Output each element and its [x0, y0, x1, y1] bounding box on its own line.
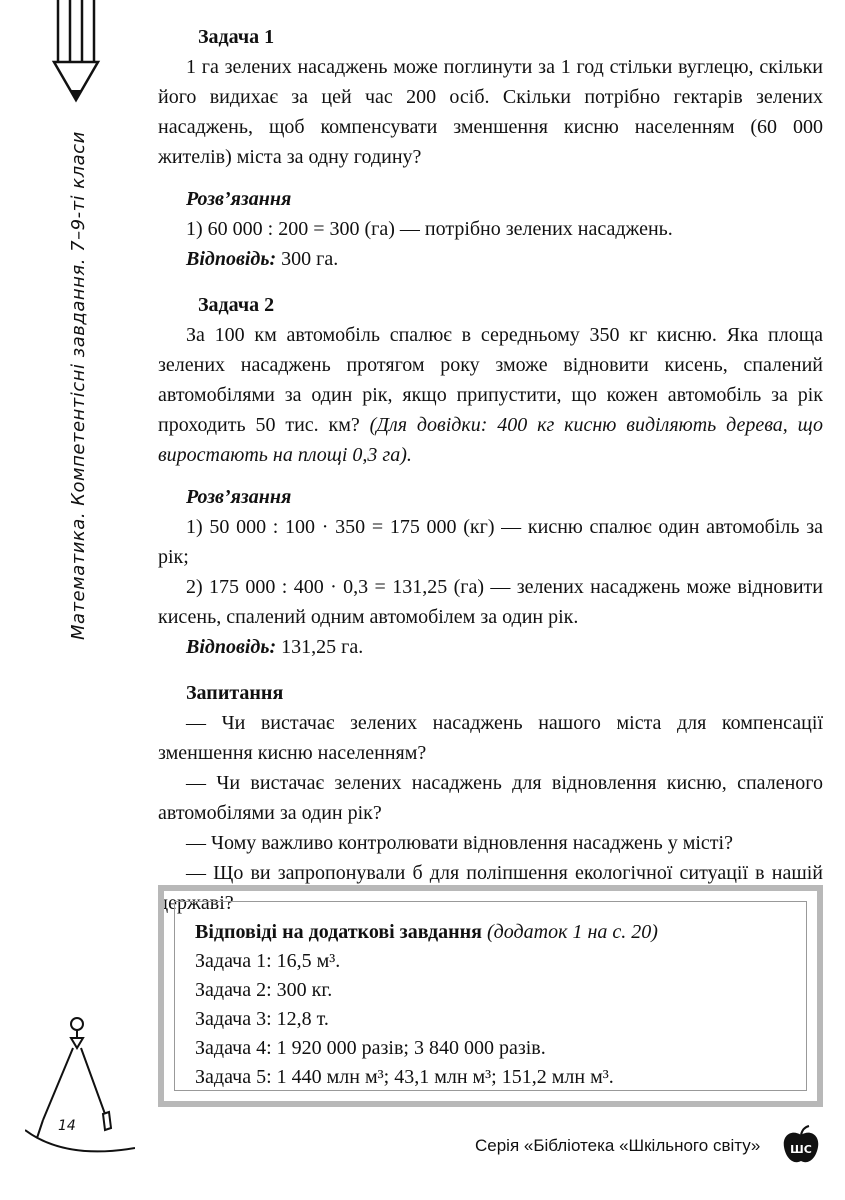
task1-step1: 1) 60 000 : 200 = 300 (га) — потрібно зелених насаджень. [186, 218, 673, 240]
task1-answer-label: Відповідь: [186, 248, 277, 270]
footer-series: Серія «Бібліотека «Шкільного світу» [475, 1136, 761, 1155]
answer-line: Задача 2: 300 кг. [195, 979, 333, 1001]
task2-solution-title: Розв’язання [186, 486, 292, 508]
apple-logo-icon [780, 1125, 822, 1167]
task2-text-main: За 100 км автомобіль спалює в середньому 350 кг кисню. Яка площа зелених насаджень протягом року зможе відновити кисень, спалений автомобілями за один рік, якщо припустити, що кожен автомобіль за рік проходить 50 тис. км? [158, 324, 823, 436]
answer-line: Задача 1: 16,5 м³. [195, 950, 341, 972]
task1-text: 1 га зелених насаджень може поглинути за 1 год стільки вуглецю, скільки його видихає за цей час 200 осіб. Скільки потрібно гектарів зелених насаджень, щоб компенсувати зменшення кисню населенням (60 000 жителів) міста за одну годину? [158, 56, 823, 168]
task2-answer-value: 131,25 га. [276, 636, 364, 658]
task2-title: Задача 2 [198, 294, 275, 316]
task2-answer [186, 632, 823, 662]
task2-step1: 1) 50 000 : 100 · 350 = 175 000 (кг) — кисню спалює один автомобіль за рік; [158, 516, 823, 568]
task1-answer-value: 300 га. [276, 248, 339, 270]
answers-box-title: Відповіді на додаткові завдання (додаток 1 на с. 20) [195, 921, 658, 943]
question-item: — Чому важливо контролювати відновлення насаджень у місті? [186, 832, 733, 854]
pencil-icon [50, 0, 106, 110]
svg-text:ШС: ШС [790, 1143, 812, 1156]
task1-answer [186, 244, 823, 274]
task2-text [158, 320, 823, 470]
answer-line: Задача 4: 1 920 000 разів; 3 840 000 разів. [195, 1037, 546, 1059]
main-content [158, 22, 823, 918]
question-item: — Чи вистачає зелених насаджень нашого міста для компенсації зменшення кисню населенням? [158, 712, 823, 764]
question-item: — Що ви запропонували б для поліпшення екологічної ситуації в нашій державі? [158, 862, 823, 914]
task1-title: Задача 1 [198, 26, 275, 48]
compass-icon [25, 1010, 135, 1180]
task2-answer-label: Відповідь: [186, 636, 277, 658]
side-title: Математика. Компетентісні завдання. 7–9-ті класи [68, 131, 89, 640]
answers-box [158, 885, 823, 1107]
answer-line: Задача 3: 12,8 т. [195, 1008, 329, 1030]
answer-line: Задача 5: 1 440 млн м³; 43,1 млн м³; 151,2 млн м³. [195, 1066, 614, 1088]
task2-text-note: (Для довідки: 400 кг кисню виділяють дерева, що виростають на площі 0,3 га). [158, 414, 824, 466]
task2-step2: 2) 175 000 : 400 · 0,3 = 131,25 (га) — зелених насаджень може відновити кисень, спалений одним автомобілем за один рік. [158, 576, 823, 628]
questions-title: Запитання [186, 682, 284, 704]
task1-solution-title: Розв’язання [186, 188, 292, 210]
page-number: 14 [58, 1118, 76, 1134]
question-item: — Чи вистачає зелених насаджень для відновлення кисню, спаленого автомобілями за один рік? [158, 772, 823, 824]
